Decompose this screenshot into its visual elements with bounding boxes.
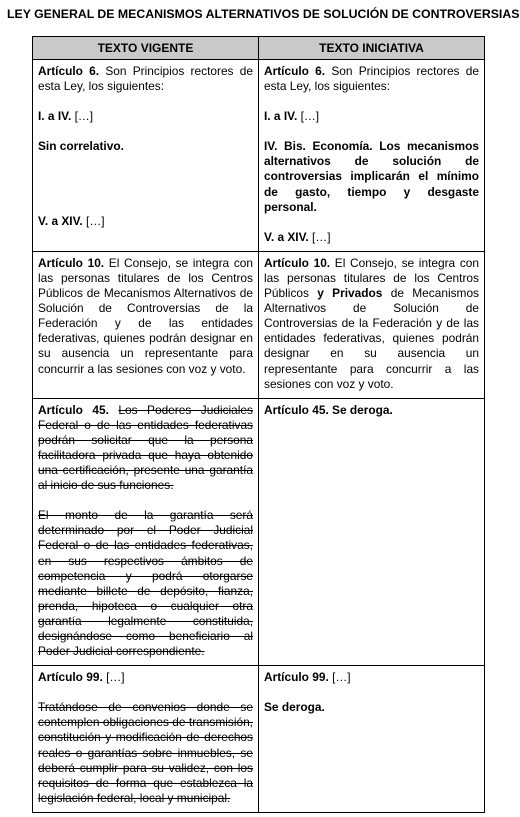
cell-iniciativa-art45 — [259, 398, 485, 666]
article-text: Son Principios rectores de esta Ley, los siguientes: — [38, 64, 253, 94]
table-row — [33, 251, 485, 398]
fraction-text: […] — [71, 109, 94, 124]
derogation-text: Se deroga. — [264, 700, 325, 715]
article-label: Artículo 10. — [38, 255, 105, 270]
article-text-after: de Mecanismos Alternativos de Solución de Controversias de la Federación y de las entidades federativas, quienes podrán designar en su ausencia un representante para concurrir a las sesiones con voz y voto. — [264, 286, 480, 391]
fraction-label: I. a IV. — [264, 109, 298, 124]
article-paragraph — [264, 670, 479, 685]
table-row — [33, 666, 485, 813]
table-header-row — [33, 37, 485, 60]
cell-iniciativa-art99 — [259, 666, 485, 813]
fraction-text: […] — [308, 229, 331, 244]
struck-text: Los Poderes Judiciales Federal o de las entidades federativas podrán solicitar que la persona facilitadora privada que haya obtenido una certificación, presente una garantía al inicio de sus funciones. — [38, 402, 253, 493]
article-paragraph — [264, 256, 479, 392]
article-paragraph — [38, 403, 253, 494]
cell-vigente-art6 — [33, 60, 259, 252]
struck-text: Tratándose de convenios donde se contemplen obligaciones de transmisión, constitución y modificación de derechos reales o garantías sobre inmuebles, se deberá cumplir para su validez, con los requisitos de forma que establezca la legislación federal, local y municipal. — [38, 700, 253, 805]
article-paragraph — [38, 256, 253, 377]
article-text-before: El Consejo, se integra con las personas titulares de los Centros Públicos — [264, 255, 479, 301]
article-paragraph — [38, 670, 253, 685]
article-text: El Consejo, se integra con las personas titulares de los Centros Públicos de Mecanismos Alternativos de Solución de Controversias de la Federación y de las entidades federativas, quienes podrán designar en su ausencia un representante para concurrir a las sesiones con voz y voto. — [38, 255, 253, 376]
cell-vigente-art10 — [33, 251, 259, 398]
comparison-table — [32, 36, 485, 813]
article-paragraph — [264, 64, 479, 94]
article-label: Artículo 6. — [38, 64, 100, 78]
fraction-paragraph — [38, 214, 253, 229]
fraction-label: V. a XIV. — [264, 229, 309, 244]
header-texto-iniciativa: TEXTO INICIATIVA — [259, 37, 485, 60]
struck-text: El monto de la garantía será determinado por el Poder Judicial Federal o de las entidades federativas, en sus respectivos ámbitos de competencia y podrá otorgarse mediante billete de depósito, fianza, prenda, hipoteca o cualquier otra garantía legalmente constituida, designándose como beneficiario al Poder Judicial correspondiente. — [38, 508, 253, 659]
derogation-paragraph — [264, 700, 479, 715]
new-fraction-paragraph — [264, 139, 479, 214]
article-paragraph — [38, 64, 253, 94]
article-text: […] — [328, 670, 351, 685]
fraction-label: I. a IV. — [38, 109, 72, 124]
cell-iniciativa-art10 — [259, 251, 485, 398]
sin-correlativo — [38, 139, 253, 154]
new-fraction-text: IV. Bis. Economía. Los mecanismos alternativos de solución de controversias implicarán el mínimo de gasto, tiempo y desgaste personal. — [264, 139, 479, 214]
fraction-paragraph — [264, 230, 479, 245]
cell-iniciativa-art6 — [259, 60, 485, 252]
article-label: Artículo 10. — [264, 255, 331, 270]
article-text: […] — [102, 670, 125, 685]
article-derogated-text: Artículo 45. Se deroga. — [264, 402, 393, 417]
struck-paragraph — [38, 700, 253, 806]
article-label: Artículo 45. — [38, 402, 109, 417]
fraction-paragraph — [264, 109, 479, 124]
table-row — [33, 60, 485, 252]
cell-vigente-art99 — [33, 666, 259, 813]
article-label: Artículo 99. — [38, 670, 103, 685]
cell-vigente-art45 — [33, 398, 259, 666]
fraction-label: V. a XIV. — [38, 214, 83, 229]
fraction-text: […] — [82, 214, 105, 229]
sin-correlativo-text: Sin correlativo. — [38, 139, 124, 154]
inserted-text: y Privados — [317, 286, 383, 301]
article-label: Artículo 6. — [264, 64, 326, 78]
fraction-paragraph — [38, 109, 253, 124]
header-texto-vigente: TEXTO VIGENTE — [33, 37, 259, 60]
document-title: LEY GENERAL DE MECANISMOS ALTERNATIVOS DE SOLUCIÓN DE CONTROVERSIAS — [7, 7, 520, 21]
article-text: Son Principios rectores de esta Ley, los siguientes: — [264, 64, 479, 94]
table-row — [33, 398, 485, 666]
fraction-text: […] — [297, 109, 320, 124]
article-paragraph — [264, 403, 479, 418]
struck-paragraph — [38, 508, 253, 659]
article-label: Artículo 99. — [264, 670, 329, 685]
